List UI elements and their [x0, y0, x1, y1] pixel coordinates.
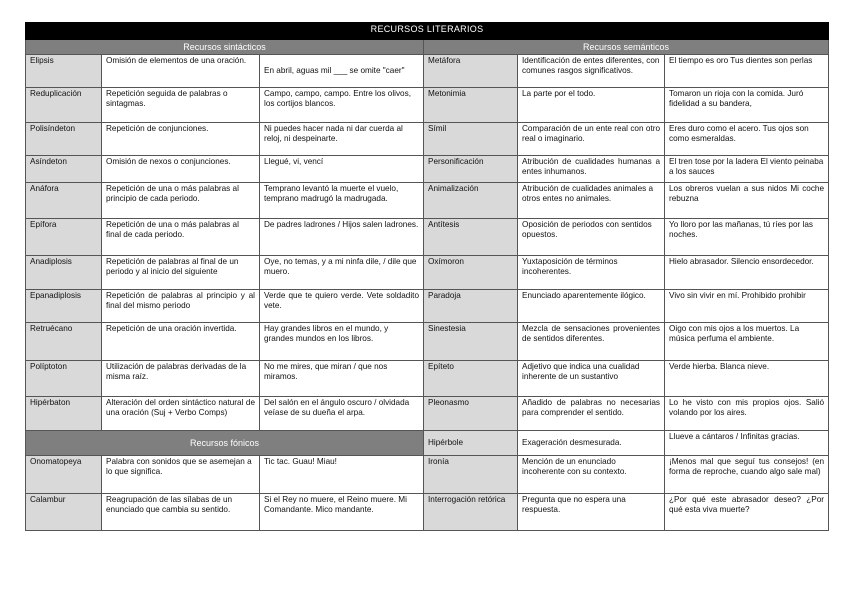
title-row: [26, 23, 829, 40]
definition-cell: Atribución de cualidades animales a otros entes no animales.: [518, 183, 665, 219]
definition-cell: Repetición de palabras al final de un periodo y al inicio del siguiente: [102, 256, 260, 290]
table-row: [26, 256, 829, 290]
table-row: [26, 290, 829, 323]
definition-cell: Identificación de entes diferentes, con comunes rasgos significativos.: [518, 55, 665, 88]
definition-cell: Comparación de un ente real con otro real o imaginario.: [518, 123, 665, 156]
term-cell: Polisíndeton: [26, 123, 102, 156]
definition-cell: Utilización de palabras derivadas de la misma raíz.: [102, 361, 260, 397]
example-cell: No me mires, que miran / que nos miramos.: [260, 361, 424, 397]
term-cell: Epíteto: [424, 361, 518, 397]
literary-devices-table: [25, 22, 829, 531]
term-cell: Oxímoron: [424, 256, 518, 290]
definition-cell: Repetición de una o más palabras al principio de cada periodo.: [102, 183, 260, 219]
table-row: [26, 361, 829, 397]
term-cell: Ironía: [424, 456, 518, 494]
example-cell: Ni puedes hacer nada ni dar cuerda al reloj, ni despeinarte.: [260, 123, 424, 156]
example-cell: Eres duro como el acero. Tus ojos son como esmeraldas.: [665, 123, 829, 156]
term-cell: Sinestesia: [424, 323, 518, 361]
table-row: [26, 123, 829, 156]
term-cell: Asíndeton: [26, 156, 102, 183]
definition-cell: La parte por el todo.: [518, 88, 665, 123]
example-cell: ¿Por qué este abrasador deseo? ¿Por qué esta viva muerte?: [665, 494, 829, 531]
table-row: [26, 55, 829, 88]
table-title: RECURSOS LITERARIOS: [26, 23, 829, 40]
term-cell: Personificación: [424, 156, 518, 183]
example-cell: Los obreros vuelan a sus nidos Mi coche rebuzna: [665, 183, 829, 219]
example-cell: Temprano levantó la muerte el vuelo, temprano madrugó la madrugada.: [260, 183, 424, 219]
example-cell: ¡Menos mal que seguí tus consejos! (en forma de reproche, cuando algo sale mal): [665, 456, 829, 494]
example-cell: Yo lloro por las mañanas, tú ríes por las noches.: [665, 219, 829, 256]
term-cell: Animalización: [424, 183, 518, 219]
section-header-semanticos: Recursos semánticos: [424, 40, 829, 55]
definition-cell: Pregunta que no espera una respuesta.: [518, 494, 665, 531]
term-cell: Epífora: [26, 219, 102, 256]
example-cell: En abril, aguas mil ___ se omite "caer": [260, 55, 424, 88]
example-cell: Lo he visto con mis propios ojos. Salió volando por los aires.: [665, 397, 829, 431]
definition-cell: Repetición de una oración invertida.: [102, 323, 260, 361]
example-cell: Campo, campo, campo. Entre los olivos, los cortijos blancos.: [260, 88, 424, 123]
term-cell: Retruécano: [26, 323, 102, 361]
term-cell: Epanadiplosis: [26, 290, 102, 323]
definition-cell: Omisión de elementos de una oración.: [102, 55, 260, 88]
example-cell: Verde hierba. Blanca nieve.: [665, 361, 829, 397]
term-cell: Hipérbole: [424, 431, 518, 456]
term-cell: Interrogación retórica: [424, 494, 518, 531]
example-cell: El tren tose por la ladera El viento peinaba a los sauces: [665, 156, 829, 183]
definition-cell: Mención de un enunciado incoherente con su contexto.: [518, 456, 665, 494]
term-cell: Calambur: [26, 494, 102, 531]
example-cell: Llegué, vi, vencí: [260, 156, 424, 183]
table-row: [26, 156, 829, 183]
definition-cell: Omisión de nexos o conjunciones.: [102, 156, 260, 183]
section-header-sintacticos: Recursos sintácticos: [26, 40, 424, 55]
definition-cell: Repetición de una o más palabras al final de cada periodo.: [102, 219, 260, 256]
example-cell: De padres ladrones / Hijos salen ladrones.: [260, 219, 424, 256]
term-cell: Onomatopeya: [26, 456, 102, 494]
definition-cell: Adjetivo que indica una cualidad inherente de un sustantivo: [518, 361, 665, 397]
definition-cell: Enunciado aparentemente ilógico.: [518, 290, 665, 323]
example-cell: Hay grandes libros en el mundo, y grandes mundos en los libros.: [260, 323, 424, 361]
definition-cell: Exageración desmesurada.: [518, 431, 665, 456]
example-cell: Tic tac. Guau! Miau!: [260, 456, 424, 494]
table-row: [26, 323, 829, 361]
table-row: [26, 456, 829, 494]
example-cell: El tiempo es oro Tus dientes son perlas: [665, 55, 829, 88]
example-cell: Tomaron un rioja con la comida. Juró fidelidad a su bandera,: [665, 88, 829, 123]
term-cell: Metonimia: [424, 88, 518, 123]
definition-cell: Repetición seguida de palabras o sintagmas.: [102, 88, 260, 123]
table-row: [26, 494, 829, 531]
section-header-fonicos: Recursos fónicos: [26, 431, 424, 456]
definition-cell: Repetición de palabras al principio y al final del mismo periodo: [102, 290, 260, 323]
example-cell: Si el Rey no muere, el Reino muere. Mi Comandante. Mico mandante.: [260, 494, 424, 531]
definition-cell: Reagrupación de las sílabas de un enunciado que cambia su sentido.: [102, 494, 260, 531]
definition-cell: Alteración del orden sintáctico natural de una oración (Suj + Verbo Comps): [102, 397, 260, 431]
example-cell: Llueve a cántaros / Infinitas gracias.: [665, 431, 829, 456]
definition-cell: Repetición de conjunciones.: [102, 123, 260, 156]
example-cell: Vivo sin vivir en mí. Prohibido prohibir: [665, 290, 829, 323]
definition-cell: Atribución de cualidades humanas a entes inhumanos.: [518, 156, 665, 183]
table-row: [26, 431, 829, 456]
term-cell: Símil: [424, 123, 518, 156]
term-cell: Elipsis: [26, 55, 102, 88]
definition-cell: Mezcla de sensaciones provenientes de sentidos diferentes.: [518, 323, 665, 361]
example-cell: Del salón en el ángulo oscuro / olvidada veíase de su dueña el arpa.: [260, 397, 424, 431]
term-cell: Hipérbaton: [26, 397, 102, 431]
term-cell: Metáfora: [424, 55, 518, 88]
term-cell: Anadiplosis: [26, 256, 102, 290]
table-row: [26, 397, 829, 431]
definition-cell: Palabra con sonidos que se asemejan a lo que significa.: [102, 456, 260, 494]
example-cell: Hielo abrasador. Silencio ensordecedor.: [665, 256, 829, 290]
term-cell: Paradoja: [424, 290, 518, 323]
example-cell: Oigo con mis ojos a los muertos. La música perfuma el ambiente.: [665, 323, 829, 361]
example-cell: Verde que te quiero verde. Vete soldadito vete.: [260, 290, 424, 323]
definition-cell: Añadido de palabras no necesarias para comprender el sentido.: [518, 397, 665, 431]
term-cell: Anáfora: [26, 183, 102, 219]
table-row: [26, 183, 829, 219]
example-cell: Oye, no temas, y a mi ninfa dile, / dile que muero.: [260, 256, 424, 290]
table-row: [26, 219, 829, 256]
term-cell: Pleonasmo: [424, 397, 518, 431]
term-cell: Antítesis: [424, 219, 518, 256]
table-row: [26, 88, 829, 123]
definition-cell: Yuxtaposición de términos incoherentes.: [518, 256, 665, 290]
term-cell: Reduplicación: [26, 88, 102, 123]
term-cell: Políptoton: [26, 361, 102, 397]
section-header-row: [26, 40, 829, 55]
definition-cell: Oposición de periodos con sentidos opuestos.: [518, 219, 665, 256]
